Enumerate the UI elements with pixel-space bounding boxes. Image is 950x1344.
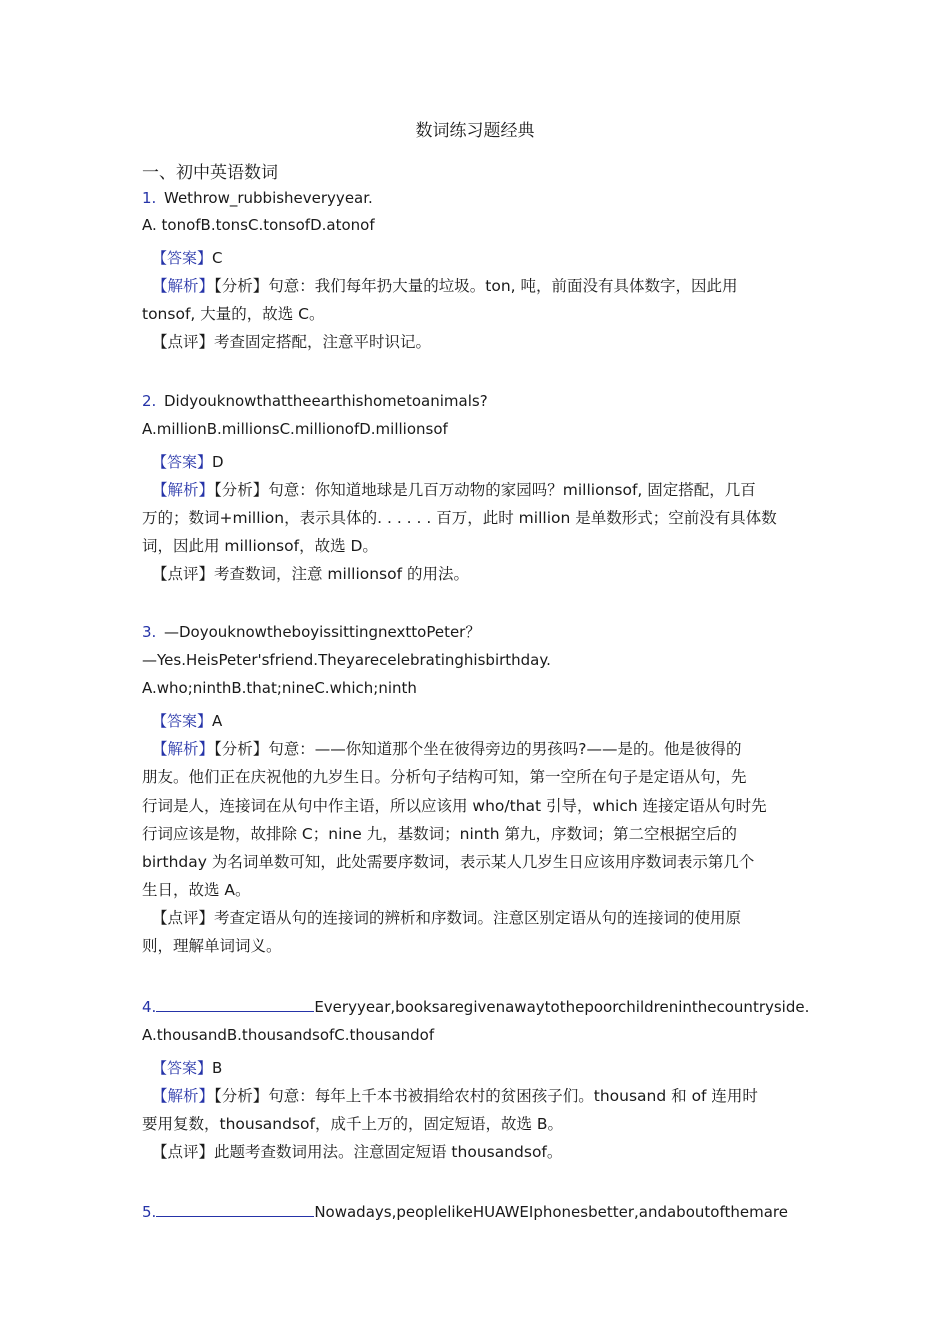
answer-tag: 【答案】 — [152, 1059, 213, 1077]
analysis-text: 万的；数词+million，表示具体的. . . . . . 百万，此时 million 是单数形式；空前没有具体数 — [142, 509, 777, 527]
analysis-text: tonsof, 大量的，故选 C。 — [142, 305, 325, 323]
answer-value: D — [212, 453, 224, 471]
answer-line — [152, 452, 224, 472]
question-options: A.thousandB.thousandsofC.thousandof — [142, 1026, 435, 1044]
analysis-text: birthday 为名词单数可知，此处需要序数词，表示某人几岁生日应该用序数词表示第几个 — [142, 853, 755, 871]
comment-text: 则，理解单词词义。 — [142, 937, 282, 955]
answer-line — [152, 248, 223, 268]
answer-value: B — [212, 1059, 223, 1077]
analysis-text: 【分析】句意：我们每年扔大量的垃圾。ton, 吨，前面没有具体数字，因此用 — [214, 277, 738, 295]
question-options: A.who;ninthB.that;nineC.which;ninth — [142, 679, 417, 697]
page-title: 数词练习题经典 — [415, 121, 535, 141]
comment-text: 【点评】考查定语从句的连接词的辨析和序数词。注意区别定语从句的连接词的使用原 — [152, 909, 742, 927]
analysis-text: 行词是人，连接词在从句中作主语，所以应该用 who/that 引导，which 连接定语从句时先 — [142, 797, 767, 815]
answer-tag: 【答案】 — [152, 453, 213, 471]
analysis-tag: 【解析】 — [152, 481, 215, 499]
question-3 — [142, 622, 480, 642]
analysis-tag: 【解析】 — [152, 1087, 215, 1105]
analysis-text: 生日，故选 A。 — [142, 881, 251, 899]
analysis-text: 【分析】句意：每年上千本书被捐给农村的贫困孩子们。thousand 和 of 连用时 — [214, 1087, 758, 1105]
question-number: 5. — [142, 1203, 157, 1221]
question-number: 3. — [142, 623, 157, 641]
question-2 — [142, 391, 488, 411]
analysis-text: 朋友。他们正在庆祝他的九岁生日。分析句子结构可知，第一空所在句子是定语从句，先 — [142, 768, 747, 786]
analysis-tag: 【解析】 — [152, 277, 215, 295]
question-4 — [142, 997, 809, 1017]
analysis-line — [152, 480, 756, 500]
analysis-text: 【分析】句意：你知道地球是几百万动物的家园吗？millionsof, 固定搭配，几百 — [214, 481, 756, 499]
answer-blank — [156, 1202, 314, 1217]
answer-value: A — [212, 712, 223, 730]
answer-tag: 【答案】 — [152, 712, 213, 730]
analysis-text: 【分析】句意：——你知道那个坐在彼得旁边的男孩吗?——是的。他是彼得的 — [214, 740, 742, 758]
answer-value: C — [212, 249, 223, 267]
question-number: 1. — [142, 189, 157, 207]
answer-line — [152, 711, 222, 731]
analysis-tag: 【解析】 — [152, 740, 215, 758]
answer-blank — [156, 997, 314, 1012]
section-heading: 一、初中英语数词 — [142, 163, 278, 183]
comment-text: 【点评】考查数词，注意 millionsof 的用法。 — [152, 565, 470, 583]
question-options: A.millionB.millionsC.millionofD.millionsof — [142, 420, 448, 438]
analysis-text: 词，因此用 millionsof，故选 D。 — [142, 537, 378, 555]
question-number: 2. — [142, 392, 157, 410]
question-stem: Wethrow_rubbisheveryyear. — [164, 189, 373, 207]
analysis-text: 要用复数，thousandsof，成千上万的，固定短语，故选 B。 — [142, 1115, 564, 1133]
question-stem: —Yes.HeisPeter'sfriend.Theyarecelebratinghisbirthday. — [142, 651, 551, 669]
question-1 — [142, 188, 373, 208]
question-stem: Nowadays,peoplelikeHUAWEIphonesbetter,andaboutofthemare — [314, 1203, 788, 1221]
answer-tag: 【答案】 — [152, 249, 213, 267]
question-options: A. tonofB.tonsC.tonsofD.atonof — [142, 216, 375, 234]
analysis-text: 行词应该是物，故排除 C；nine 九，基数词；ninth 第九，序数词；第二空根据空后的 — [142, 825, 737, 843]
analysis-line — [152, 276, 738, 296]
question-5 — [142, 1202, 788, 1222]
question-number: 4. — [142, 998, 157, 1016]
question-stem: —DoyouknowtheboyissittingnexttoPeter？ — [164, 623, 481, 641]
answer-line — [152, 1058, 222, 1078]
analysis-line — [152, 1086, 758, 1106]
question-stem: Didyouknowthattheearthishometoanimals? — [164, 392, 488, 410]
comment-text: 【点评】此题考查数词用法。注意固定短语 thousandsof。 — [152, 1143, 563, 1161]
analysis-line — [152, 739, 742, 759]
comment-text: 【点评】考查固定搭配，注意平时识记。 — [152, 333, 432, 351]
question-stem: Everyyear,booksaregivenawaytothepoorchildreninthecountryside. — [314, 998, 810, 1016]
